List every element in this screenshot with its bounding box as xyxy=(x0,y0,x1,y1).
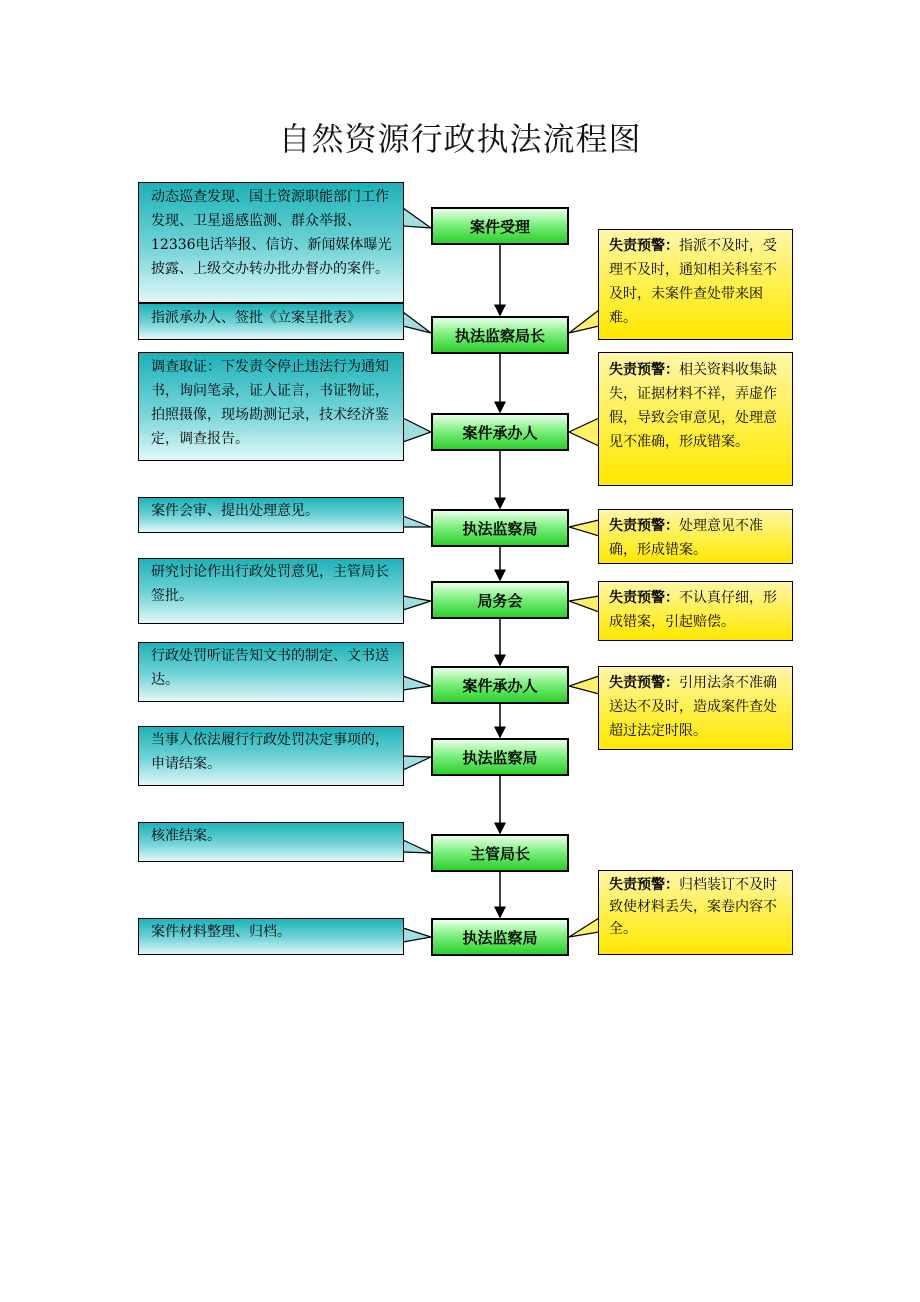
note-pointer xyxy=(403,756,431,770)
warning-label: 失责预警： xyxy=(609,877,679,893)
warning-text: 归档装订不及时致使材料丢失，案卷内容不全。 xyxy=(609,877,777,937)
node-case-handler: 案件承办人 xyxy=(431,413,569,451)
note-archive: 案件材料整理、归档。 xyxy=(138,918,404,955)
node-enforcement-bureau-3: 执法监察局 xyxy=(431,918,569,956)
warning-meeting xyxy=(598,581,793,641)
warning-text: 相关资料收集缺失，证据材料不祥，弄虚作假，导致会审意见，处理意见不准确，形成错案。 xyxy=(609,362,777,450)
warning-pointer xyxy=(569,418,599,446)
warning-acceptance xyxy=(598,229,793,340)
note-close-application: 当事人依法履行行政处罚决定事项的，申请结案。 xyxy=(138,726,404,786)
note-approve-close: 核准结案。 xyxy=(138,822,404,862)
note-assign-handler: 指派承办人、签批《立案呈批表》 xyxy=(138,303,404,340)
warning-text: 处理意见不准确，形成错案。 xyxy=(609,518,763,558)
warning-label: 失责预警： xyxy=(609,590,679,606)
node-case-acceptance: 案件受理 xyxy=(431,207,569,245)
warning-label: 失责预警： xyxy=(609,362,679,378)
warning-text: 不认真仔细，形成错案，引起赔偿。 xyxy=(609,590,777,630)
note-pointer xyxy=(403,516,431,527)
warning-archive xyxy=(598,870,793,955)
node-deputy-director: 主管局长 xyxy=(431,834,569,872)
note-pointer xyxy=(403,840,431,853)
note-investigation: 调查取证：下发责令停止违法行为通知书，询问笔录，证人证言，书证物证，拍照摄像，现场勘测记录，技术经济鉴定，调查报告。 xyxy=(138,352,404,461)
node-case-handler-2: 案件承办人 xyxy=(431,666,569,704)
note-pointer xyxy=(403,418,431,442)
node-enforcement-bureau-2: 执法监察局 xyxy=(431,738,569,776)
warning-pointer xyxy=(569,918,599,937)
warning-label: 失责预警： xyxy=(609,518,679,534)
warning-pointer xyxy=(569,520,599,536)
warning-pointer xyxy=(569,310,599,333)
warning-text: 指派不及时，受理不及时，通知相关科室不及时，未案件查处带来困难。 xyxy=(609,238,777,326)
node-enforcement-director: 执法监察局长 xyxy=(431,316,569,354)
note-pointer xyxy=(403,312,431,333)
note-pointer xyxy=(403,208,431,228)
note-pointer xyxy=(403,676,431,690)
warning-delivery xyxy=(598,666,793,750)
warning-pointer xyxy=(569,676,599,694)
warning-review xyxy=(598,509,793,564)
warning-text: 引用法条不准确送达不及时，造成案件查处超过法定时限。 xyxy=(609,675,777,739)
warning-label: 失责预警： xyxy=(609,675,679,691)
note-hearing-notice: 行政处罚听证告知文书的制定、文书送达。 xyxy=(138,642,404,702)
warning-label: 失责预警： xyxy=(609,238,679,254)
warning-investigation xyxy=(598,352,793,486)
note-case-sources: 动态巡查发现、国土资源职能部门工作发现、卫星遥感监测、群众举报、12336电话举报、信访、新闻媒体曝光披露、上级交办转办批办督办的案件。 xyxy=(138,182,404,303)
note-pointer xyxy=(403,928,431,942)
note-case-review: 案件会审、提出处理意见。 xyxy=(138,497,404,533)
page-title: 自然资源行政执法流程图 xyxy=(278,120,642,158)
warning-pointer xyxy=(569,596,599,612)
note-penalty-opinion: 研究讨论作出行政处罚意见，主管局长签批。 xyxy=(138,558,404,624)
note-pointer xyxy=(403,596,431,610)
node-enforcement-bureau: 执法监察局 xyxy=(431,509,569,547)
node-bureau-meeting: 局务会 xyxy=(431,581,569,619)
